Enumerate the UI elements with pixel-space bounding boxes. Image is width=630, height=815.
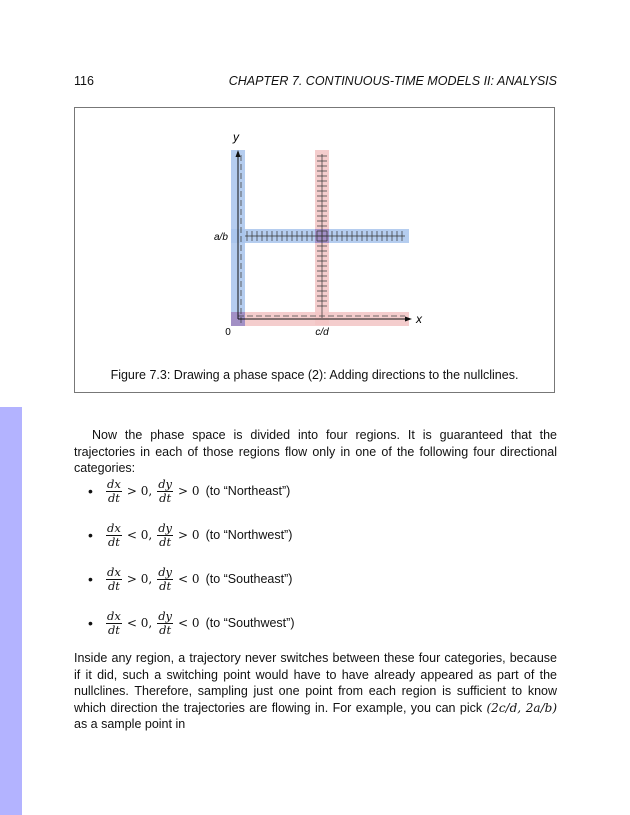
body-paragraph-2: Inside any region, a trajectory never switches between these four categories, because if it did, such a switching point would have to have already appeared as part of the nullclines. Therefore, sampling just one point from each region is sufficient to know which direction the trajectories are flowing in. For example, you can pick (2c/d, 2a/b) as a sample point in xyxy=(74,651,557,731)
relation-2: < 0 xyxy=(178,572,200,586)
sample-point-math: (2c/d, 2a/b) xyxy=(486,700,557,715)
body-paragraph-1: Now the phase space is divided into four regions. It is guaranteed that the trajectories in each of those regions flow only in one of the following four directional categories: xyxy=(74,428,557,475)
relation-1: > 0, xyxy=(126,484,153,498)
direction-label: (to “Southeast”) xyxy=(205,572,293,586)
relation-2: < 0 xyxy=(178,616,200,630)
bullet-icon: • xyxy=(88,571,93,587)
list-item xyxy=(88,518,292,552)
chapter-title: CHAPTER 7. CONTINUOUS-TIME MODELS II: ANALYSIS xyxy=(228,74,557,88)
page-header xyxy=(74,74,557,92)
figure-caption: Figure 7.3: Drawing a phase space (2): Adding directions to the nullclines. xyxy=(110,368,519,382)
sidebar-stripe xyxy=(0,407,22,815)
direction-label: (to “Southwest”) xyxy=(205,616,295,630)
y-axis-label: y xyxy=(233,130,239,144)
direction-label: (to “Northeast”) xyxy=(205,484,291,498)
bullet-icon: • xyxy=(88,527,93,543)
fraction-dx-dt: $\frac{dx}{dt}$ xyxy=(107,476,121,505)
relation-2: > 0 xyxy=(178,484,200,498)
list-item xyxy=(88,562,292,596)
relation-2: > 0 xyxy=(178,528,200,542)
origin-label: 0 xyxy=(225,327,231,338)
fraction-dx-dt: $\frac{dx}{dt}$ xyxy=(107,520,121,549)
x-tick-label: c/d xyxy=(315,327,329,338)
bullet-icon: • xyxy=(88,615,93,631)
direction-label: (to “Northwest”) xyxy=(205,528,293,542)
list-item xyxy=(88,474,290,508)
phase-space-diagram xyxy=(75,108,554,392)
relation-1: < 0, xyxy=(126,616,153,630)
relation-1: > 0, xyxy=(126,572,153,586)
y-tick-label: a/b xyxy=(214,232,228,243)
fraction-dy-dt: $\frac{dy}{dt}$ xyxy=(158,476,173,505)
fraction-dy-dt: $\frac{dy}{dt}$ xyxy=(158,564,173,593)
figure-box xyxy=(74,107,555,393)
fraction-dy-dt: $\frac{dy}{dt}$ xyxy=(158,520,173,549)
bullet-icon: • xyxy=(88,483,93,499)
fraction-dx-dt: $\frac{dx}{dt}$ xyxy=(107,608,121,637)
fraction-dy-dt: $\frac{dy}{dt}$ xyxy=(158,608,173,637)
x-axis-label: x xyxy=(416,312,422,326)
list-item xyxy=(88,606,294,640)
fraction-dx-dt: $\frac{dx}{dt}$ xyxy=(107,564,121,593)
relation-1: < 0, xyxy=(126,528,153,542)
page-number: 116 xyxy=(74,74,94,88)
